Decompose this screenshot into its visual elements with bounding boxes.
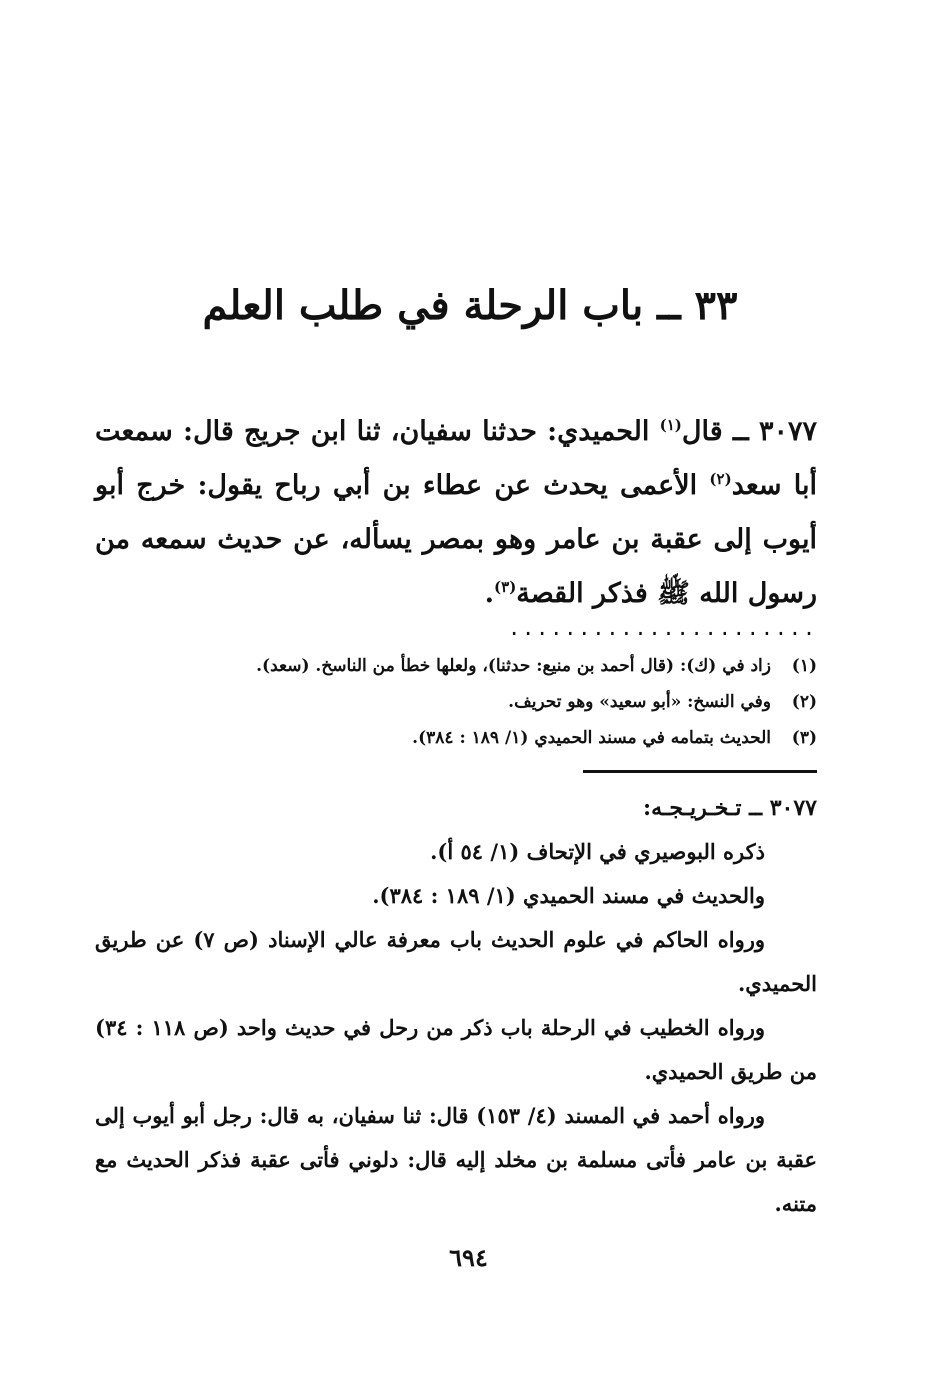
footnote-ref-2: (٢) (709, 470, 732, 488)
takhrij-paragraph: ورواه الخطيب في الرحلة باب ذكر من رحل في حديث واحد (ص ١١٨ : ٣٤) من طريق الحميدي. (95, 1015, 817, 1084)
footnote-3 (120, 720, 817, 756)
takhrij-heading: ٣٠٧٧ ــ تـخـريـجـه: (643, 795, 817, 821)
footnote-text: زاد في (ك): (قال أحمد بن منيع: حدثنا)، ولعلها خطأ من الناسخ. (سعد). (256, 656, 771, 676)
footnote-2 (120, 684, 817, 720)
chapter-title: ٣٣ ــ باب الرحلة في طلب العلم (202, 282, 738, 329)
page-number: ٦٩٤ (449, 1243, 488, 1272)
takhrij-line: والحديث في مسند الحميدي (١/ ١٨٩ : ٣٨٤). (372, 883, 765, 908)
hadith-part-4: . (484, 578, 495, 609)
footnote-ref-1: (١) (659, 416, 682, 434)
footnote-number: (١) (791, 656, 817, 676)
takhrij-line: ذكره البوصيري في الإتحاف (١/ ٥٤ أ). (430, 839, 765, 864)
footnote-number: (٣) (791, 728, 817, 748)
hadith-text (95, 405, 817, 621)
footnote-text: وفي النسخ: «أبو سعيد» وهو تحريف. (508, 692, 771, 712)
takhrij-paragraph: ورواه الحاكم في علوم الحديث باب معرفة عالي الإسناد (ص ٧) عن طريق الحميدي. (95, 927, 817, 996)
hadith-part-1: ٣٠٧٧ ــ قال (681, 416, 817, 447)
hadith-part-2: الحميدي: حدثنا سفيان، ثنا ابن جريج قال: سمعت أبا سعد (95, 416, 818, 501)
footnotes (120, 648, 817, 756)
hadith-part-3: الأعمى يحدث عن عطاء بن أبي رباح يقول: خرج أبو أيوب إلى عقبة بن عامر وهو بمصر يسأله، عن حديث سمعه من رسول الله ﷺ فذكر القصة (95, 470, 817, 609)
footnote-ref-3: (٣) (494, 578, 517, 596)
takhrij-section (95, 786, 817, 1226)
takhrij-paragraph: ورواه أحمد في المسند (٤/ ١٥٣) قال: ثنا سفيان، به قال: رجل أبو أيوب إلى عقبة بن عامر فأتى مسلمة بن مخلد إليه قال: دلوني فأتى عقبة فذكر الحديث مع متنه. (95, 1103, 817, 1216)
footnote-text: الحديث بتمامه في مسند الحميدي (١/ ١٨٩ : ٣٨٤). (412, 728, 771, 748)
section-divider (583, 770, 817, 773)
footnote-separator: ...................... (508, 616, 817, 640)
footnote-number: (٢) (791, 692, 817, 712)
footnote-1 (120, 648, 817, 684)
